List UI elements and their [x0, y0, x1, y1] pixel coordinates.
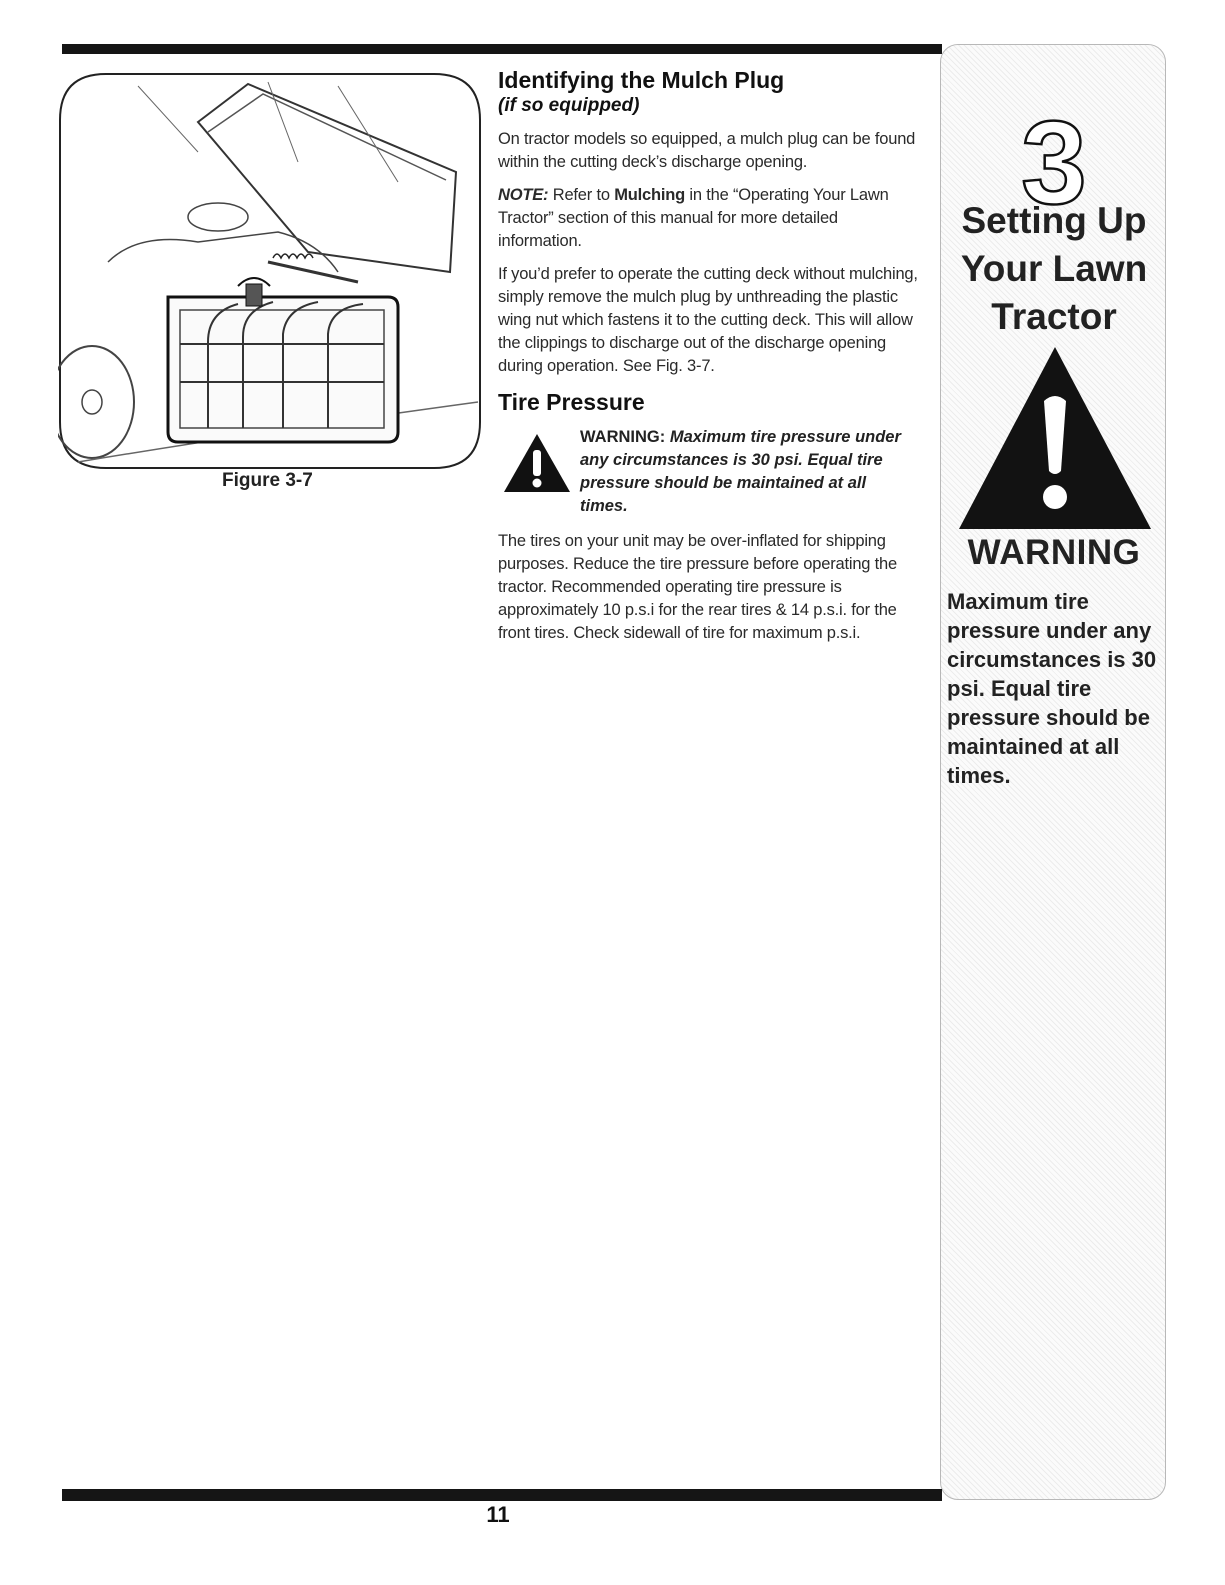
sidebar-warning-title: WARNING — [967, 533, 1141, 572]
chapter-title-line-1: Setting Up — [961, 200, 1147, 241]
warning-message: Maximum tire pressure under any circumstances is 30 psi. Equal tire pressure should be maintained at all times. — [580, 428, 901, 515]
top-rule — [62, 44, 942, 54]
mulch-plug-paragraph-1: On tractor models so equipped, a mulch plug can be found within the cutting deck’s discharge opening. — [498, 130, 916, 171]
chapter-number: 3 — [1021, 97, 1087, 229]
chapter-sidebar — [940, 44, 1166, 1500]
tire-pressure-paragraph: The tires on your unit may be over-inflated for shipping purposes. Reduce the tire pressure before operating the tractor. Recommended operating tire pressure is approximately 10 p.s.i for the rear tires & 14 p.s.i. for the front tires. Check sidewall of tire for maximum p.s.i. — [498, 532, 898, 642]
note-text-pre: Refer to — [548, 186, 615, 204]
note-label: NOTE: — [498, 186, 549, 204]
chapter-title-line-3: Tractor — [991, 296, 1117, 337]
warning-label: WARNING: — [580, 428, 666, 446]
bottom-rule — [62, 1489, 942, 1501]
main-column — [498, 66, 918, 655]
note-mulching-ref: Mulching — [614, 186, 686, 204]
tire-pressure-heading: Tire Pressure — [498, 389, 645, 415]
mulch-plug-paragraph-3: If you’d prefer to operate the cutting deck without mulching, simply remove the mulch plug by unthreading the plastic wing nut which fastens it to the cutting deck. This will allow the clippings to discharge out of the discharge opening during operation. See Fig. 3-7. — [498, 265, 918, 375]
mulch-plug-subheading: (if so equipped) — [498, 95, 640, 116]
large-warning-triangle-icon — [957, 343, 1153, 533]
sidebar-warning-text: Maximum tire pressure under any circumstances is 30 psi. Equal tire pressure should be maintained at all times. — [947, 589, 1157, 788]
chapter-title-line-2: Your Lawn — [960, 248, 1148, 289]
note-text-post: in the “Operating Your Lawn Tractor” section of this manual for more detailed information. — [498, 186, 889, 250]
mulch-plug-illustration — [58, 72, 482, 470]
figure-caption: Figure 3-7 — [222, 470, 313, 491]
warning-triangle-icon — [502, 432, 572, 494]
mulch-note-paragraph — [498, 184, 918, 253]
tire-warning-block — [498, 426, 918, 522]
mulch-plug-heading: Identifying the Mulch Plug — [498, 67, 785, 93]
page-number: 11 — [486, 1502, 510, 1527]
chapter-title — [941, 197, 1167, 341]
tire-warning-text — [580, 426, 910, 518]
